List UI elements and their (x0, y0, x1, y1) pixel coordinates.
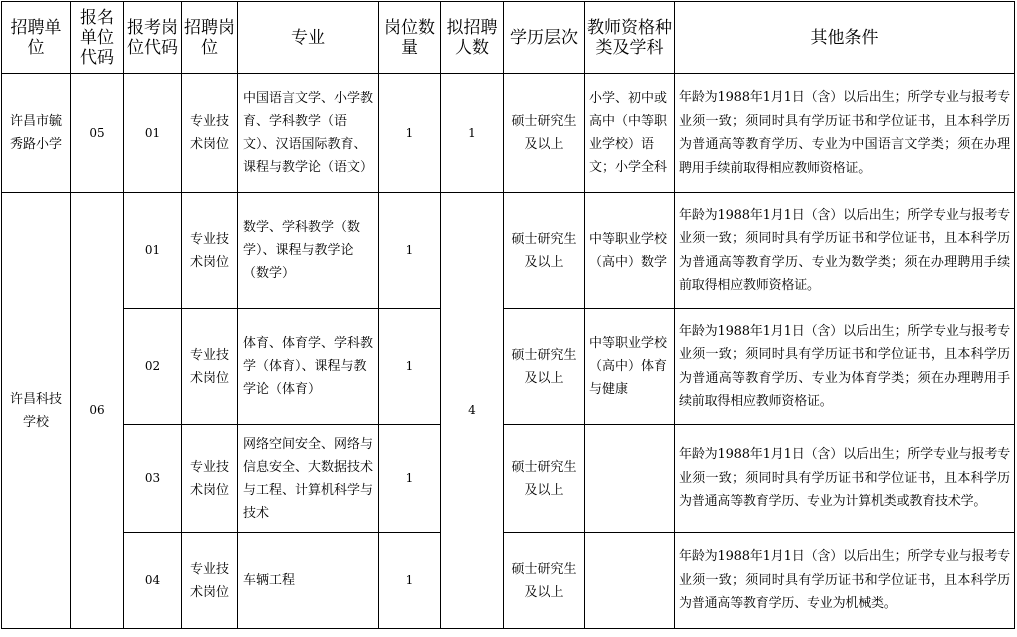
education-cell: 硕士研究生及以上 (504, 533, 585, 629)
post-cell: 专业技术岗位 (182, 309, 238, 425)
other-conditions-cell: 年龄为1988年1月1日（含）以后出生；所学专业与报考专业须一致；须同时具有学历证书和学位证书，且本科学历为普通高等教育学历、专业为中国语言文学类；须在办理聘用手续前取得相应教师资格证。 (675, 74, 1015, 193)
major-cell: 车辆工程 (238, 533, 379, 629)
table-row (2, 533, 1015, 629)
header-teacher-cert: 教师资格种类及学科 (585, 2, 675, 74)
major-cell: 中国语言文学、小学教育、学科教学（语文）、汉语国际教育、课程与教学论（语文） (238, 74, 379, 193)
unit-name-cell: 许昌科技学校 (2, 193, 71, 629)
other-conditions-cell: 年龄为1988年1月1日（含）以后出生；所学专业与报考专业须一致；须同时具有学历证书和学位证书，且本科学历为普通高等教育学历、专业为机械类。 (675, 533, 1015, 629)
post-count-cell: 1 (379, 533, 441, 629)
hire-count-cell: 1 (441, 74, 504, 193)
post-count-cell: 1 (379, 74, 441, 193)
teacher-cert-cell (585, 533, 675, 629)
education-cell: 硕士研究生及以上 (504, 309, 585, 425)
header-unit-code: 报名单位代码 (71, 2, 124, 74)
major-cell: 网络空间安全、网络与信息安全、大数据技术与工程、计算机科学与技术 (238, 425, 379, 533)
education-cell: 硕士研究生及以上 (504, 193, 585, 309)
header-post-count: 岗位数量 (379, 2, 441, 74)
post-code-cell: 01 (124, 74, 182, 193)
header-major: 专业 (238, 2, 379, 74)
major-cell: 体育、体育学、学科教学（体育）、课程与教学论（体育） (238, 309, 379, 425)
post-code-cell: 01 (124, 193, 182, 309)
unit-name-cell: 许昌市毓秀路小学 (2, 74, 71, 193)
teacher-cert-cell: 中等职业学校（高中）体育与健康 (585, 309, 675, 425)
major-cell: 数学、学科教学（数学）、课程与教学论（数学） (238, 193, 379, 309)
education-cell: 硕士研究生及以上 (504, 74, 585, 193)
header-hire-count: 拟招聘人数 (441, 2, 504, 74)
teacher-cert-cell: 小学、初中或高中（中等职业学校）语文；小学全科 (585, 74, 675, 193)
teacher-cert-cell: 中等职业学校（高中）数学 (585, 193, 675, 309)
post-count-cell: 1 (379, 309, 441, 425)
post-cell: 专业技术岗位 (182, 74, 238, 193)
other-conditions-cell: 年龄为1988年1月1日（含）以后出生；所学专业与报考专业须一致；须同时具有学历证书和学位证书，且本科学历为普通高等教育学历、专业为体育学类；须在办理聘用手续前取得相应教师资格证。 (675, 309, 1015, 425)
education-cell: 硕士研究生及以上 (504, 425, 585, 533)
post-cell: 专业技术岗位 (182, 425, 238, 533)
table-row (2, 425, 1015, 533)
post-count-cell: 1 (379, 193, 441, 309)
teacher-cert-cell (585, 425, 675, 533)
post-cell: 专业技术岗位 (182, 193, 238, 309)
recruitment-table (1, 1, 1015, 629)
header-row (2, 2, 1015, 74)
post-code-cell: 02 (124, 309, 182, 425)
table-row (2, 309, 1015, 425)
header-unit: 招聘单位 (2, 2, 71, 74)
header-post-code: 报考岗位代码 (124, 2, 182, 74)
table-row (2, 193, 1015, 309)
unit-code-cell: 05 (71, 74, 124, 193)
hire-count-cell: 4 (441, 193, 504, 629)
post-code-cell: 04 (124, 533, 182, 629)
table-row (2, 74, 1015, 193)
header-post: 招聘岗位 (182, 2, 238, 74)
unit-code-cell: 06 (71, 193, 124, 629)
header-education: 学历层次 (504, 2, 585, 74)
other-conditions-cell: 年龄为1988年1月1日（含）以后出生；所学专业与报考专业须一致；须同时具有学历证书和学位证书，且本科学历为普通高等教育学历、专业为计算机类或教育技术学。 (675, 425, 1015, 533)
header-other: 其他条件 (675, 2, 1015, 74)
post-count-cell: 1 (379, 425, 441, 533)
other-conditions-cell: 年龄为1988年1月1日（含）以后出生；所学专业与报考专业须一致；须同时具有学历证书和学位证书，且本科学历为普通高等教育学历、专业为数学类；须在办理聘用手续前取得相应教师资格证。 (675, 193, 1015, 309)
post-cell: 专业技术岗位 (182, 533, 238, 629)
post-code-cell: 03 (124, 425, 182, 533)
